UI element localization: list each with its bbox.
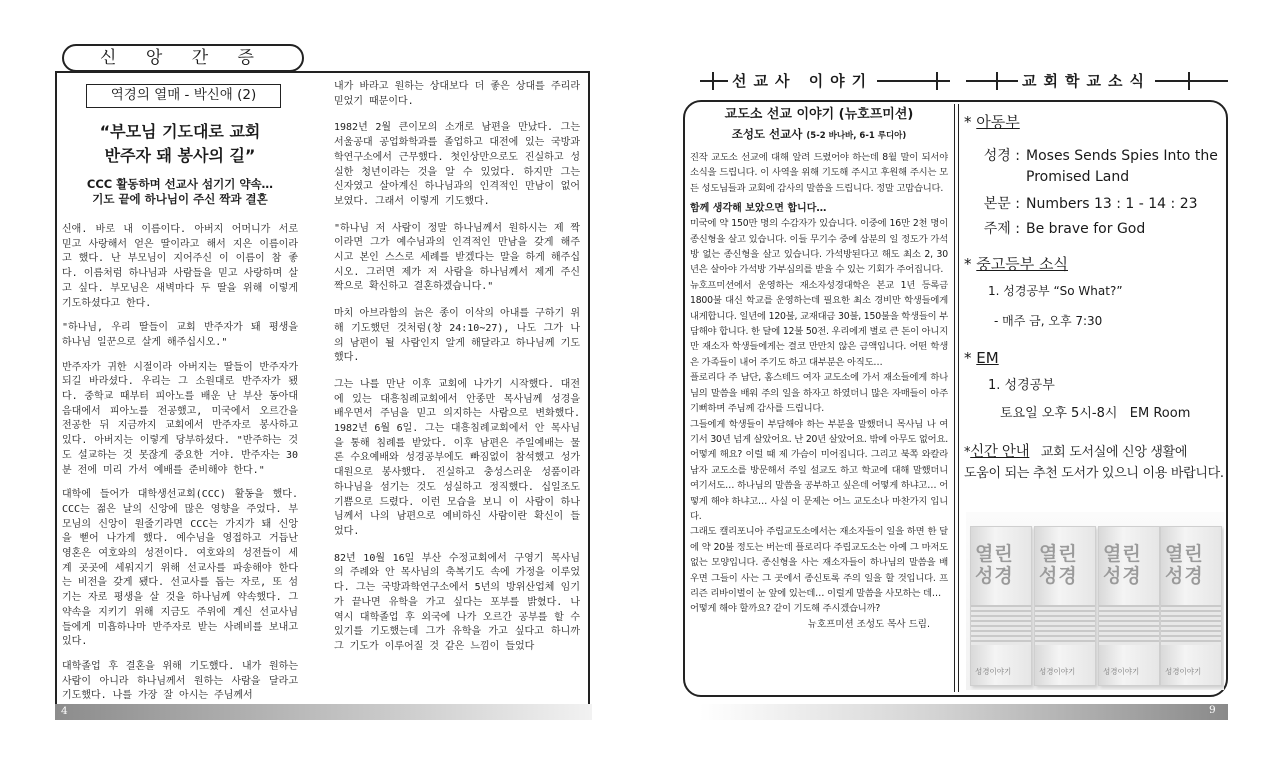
- youth-heading: * 중고등부 소식: [964, 255, 1068, 273]
- paragraph: 내가 바라고 원하는 상대보다 더 좋은 상대를 주리라 믿었기 때문이다.: [334, 81, 580, 107]
- paragraph: 뉴호프미션에서 운영하는 재소자성경대학은 본교 1년 등록금 1800불 대신 학교를 운영하는데 필요한 최소 경비만 학생들에게 내게합니다. 일년에 120불, 교재대금 30불, 150불을 학생들이 부담해야 합니다. 한 달에 12불 50전. 우리에게 별로 큰 돈이 아니지만 재소자 학생들에게는 결코 만만치 않은 금액입니다. 어떤 학생은 가족들이 내어 주기도 하고 대부분은 아직도…: [690, 279, 948, 368]
- text-row: [964, 194, 1226, 215]
- book-title: 열린 성경: [1103, 543, 1142, 587]
- kids-heading-label: 아동부: [976, 113, 1020, 131]
- book-title: 열린 성경: [1039, 543, 1078, 587]
- theme-label: 주제 :: [983, 221, 1020, 237]
- column-divider: [954, 104, 959, 692]
- book-illustration: [971, 605, 1031, 645]
- book-title: 열린 성경: [975, 543, 1014, 587]
- book-illustration: [1161, 605, 1221, 645]
- book-covers-image: [966, 512, 1224, 690]
- subheadline-line-1: CCC 활동하며 선교사 섬기기 약속…: [86, 177, 274, 191]
- testimony-column-1: [62, 80, 298, 708]
- book-cover: [1034, 526, 1096, 686]
- mission-signature: 뉴호프미션 조성도 목사 드림.: [807, 618, 930, 630]
- section-title-school: 교회학교소식: [1018, 70, 1155, 91]
- theme-row: [964, 219, 1226, 240]
- text-label: 본문 :: [983, 196, 1020, 212]
- youth-heading-label: 중고등부 소식: [976, 255, 1068, 273]
- header-tick: [1188, 72, 1190, 90]
- section-title-mission: 선교사 이야기: [728, 70, 877, 91]
- text-value: Numbers 13 : 1 - 14 : 23: [1026, 196, 1198, 212]
- series-title: 역경의 열매 - 박신애 (2): [86, 84, 281, 108]
- headline: [62, 120, 298, 168]
- new-books-line-2: 도움이 되는 추천 도서가 있으니 이용 바랍니다.: [964, 466, 1224, 481]
- new-books-heading: 신간 안내: [970, 444, 1030, 460]
- footer-bar-left: [55, 704, 592, 720]
- section-header-school: [966, 66, 1228, 96]
- new-books-line-1: 교회 도서실에 신앙 생활에: [1040, 445, 1188, 460]
- paragraph: 플로리다 주 남단, 홈스테드 여자 교도소에 가서 재소들에게 하나님의 말씀을 배워 주의 일을 하자고 하였더니 많은 자매들이 아주 기뻐하며 주님께 감사를 드립니다.: [690, 372, 948, 415]
- kids-heading: * 아동부: [964, 113, 1020, 131]
- book-footer: 성경이야기: [1165, 667, 1202, 676]
- subheadline-line-2: 기도 끝에 하나님이 주신 짝과 결혼: [92, 192, 268, 206]
- paragraph: 마치 아브라함의 늙은 종이 이삭의 아내를 구하기 위해 기도했던 것처럼(창 24:10∼27), 나도 그가 나의 남편이 될 사람인지 알게 해달라고 하나님께 기도했다.: [334, 308, 580, 364]
- mission-story: [690, 106, 948, 692]
- book-title: 열린 성경: [1165, 543, 1204, 587]
- paragraph: 그는 나를 만난 이후 교회에 나가기 시작했다. 대전에 있는 대흥침례교회에서 안종만 목사님께 성경을 배우면서 주님을 믿고 의지하는 사람으로 변화했다. 1982년 6월 6일. 그는 대흥침례교회에서 안 목사님을 통해 침례를 받았다. 이후 남편은 주일예배는 물론 수요예배와 성경공부에도 빠짐없이 참석했고 성가대원으로 봉사했다. 진실하고 충성스러운 성품이라 하나님을 섬기는 것도 성실하고 정직했다. 십일조도 기쁨으로 드렸다. 이런 모습을 보니 이 사람이 하나님께서 나의 남편으로 예비하신 사람이란 확신이 들었다.: [334, 378, 580, 537]
- book-illustration: [1099, 605, 1159, 645]
- theme-value: Be brave for God: [1026, 221, 1146, 237]
- header-tick: [712, 72, 714, 90]
- page-number-right: 9: [1209, 704, 1216, 716]
- section-tab-testimony: 신 앙 간 증: [62, 44, 304, 72]
- mission-author-name: 조성도 선교사: [731, 127, 803, 141]
- section-header-mission: [700, 66, 950, 96]
- youth-time: - 매주 금, 오후 7:30: [994, 314, 1103, 328]
- paragraph: 1982년 2월 큰이모의 소개로 남편을 만났다. 그는 서울공대 공업화학과를 졸업하고 대전에 있는 국방과학연구소에서 근무했다. 첫인상만으로도 진실하고 성실한 청년이라는 것을 알 수 있었다. 하지만 그는 신자였고 살아계신 하나님과의 인격적인 만남이 없어 보였다. 그래서 이렇게 기도했다.: [334, 122, 580, 207]
- em-heading-label: EM: [976, 349, 999, 367]
- paragraph: 대학에 들어가 대학생선교회(CCC) 활동을 했다. CCC는 젊은 날의 신앙에 많은 영향을 주었다. 부모님의 신앙이 원줄기라면 CCC는 가지가 돼 신앙을 뻗어 나가게 했다. 예수님을 영접하고 거듭난 영혼은 여호와의 성전이다. 여호와의 성전들이 세계 곳곳에 세워지기 위해 선교사를 파송해야 한다는 비전을 갖게 됐다. 선교사를 돕는 자로, 또 섬기는 자로 평생을 살 것을 하나님께 약속했다. 그 약속을 지키기 위해 지금도 주위에 계신 선교사님들에게 미흡하나마 반주자로 받는 사례비를 보내고 있다.: [62, 489, 298, 648]
- subheadline: [62, 177, 298, 207]
- header-tick: [996, 72, 998, 90]
- paragraph: 반주자가 귀한 시절이라 아버지는 딸들이 반주자가 되길 바라셨다. 우리는 그 소원대로 반주자가 됐다. 중학교 때부터 피아노를 배운 난 부산 동아대 음대에서 피아노를 전공했고, 미국에서 오르간을 전공한 뒤 지금까지 교회에서 반주자로 봉사하고 있다. 아버지는 이렇게 당부하셨다. "반주하는 것도 설교하는 것 못잖게 중요한 거야. 반주자는 30분 전에 미리 가서 예배를 준비해야 한다.": [62, 361, 298, 476]
- book-cover: [1098, 526, 1160, 686]
- page-number-left: 4: [61, 705, 68, 717]
- em-item: 1. 성경공부: [988, 378, 1055, 393]
- sermon-value: Moses Sends Spies Into the Promised Land: [1026, 148, 1218, 185]
- paragraph: "하나님 저 사람이 정말 하나님께서 원하시는 제 짝이라면 그가 예수님과의 인격적인 만남을 갖게 해주시고 본인 스스로 세례를 받겠다는 말을 하게 해주십시오. 그러면 제가 저 사람을 하나님께서 제게 주신 짝으로 확신하고 결혼하겠습니다.": [334, 222, 580, 293]
- paragraph: 미국에 약 150만 명의 수감자가 있습니다. 이중에 16만 2천 명이 종신형을 살고 있습니다. 이들 무기수 중에 삼분의 일 정도가 가석방 없는 종신형을 살고 있습니다. 가석방된다고 해도 최소 2, 30년은 살아야 가석방 가부심의를 받을 수 있는 기회가 주어집니다.: [690, 218, 948, 276]
- paragraph: 진작 교도소 선교에 대해 알려 드렸어야 하는데 8월 말이 되서야 소식을 드립니다. 이 사역을 위해 기도해 주시고 후원해 주시는 모든 성도님들과 교회에 감사의 말씀을 드립니다. 정말 고맙습니다.: [690, 152, 948, 194]
- mission-author-note: (5-2 바나바, 6-1 루디아): [806, 131, 907, 141]
- paragraph: 어떻게 해야 할까요? 같이 기도해 주시겠습니까?: [690, 603, 881, 615]
- testimony-column-2: [334, 80, 580, 708]
- headline-line-1: “부모님 기도대로 교회: [99, 122, 261, 141]
- youth-item: 1. 성경공부 “So What?”: [988, 284, 1123, 298]
- new-books-notice: *신간 안내 교회 도서실에 신앙 생활에: [964, 444, 1188, 460]
- footer-bar-right: [700, 704, 1228, 720]
- paragraph: "하나님, 우리 딸들이 교회 반주자가 돼 평생을 하나님 일꾼으로 살게 해주십시오.": [62, 322, 298, 348]
- header-tick: [936, 72, 938, 90]
- paragraph: 82년 10월 16일 부산 수정교회에서 구영기 목사님의 주례와 안 목사님의 축복기도 속에 가정을 이루었다. 그는 국방과학연구소에서 5년의 방위산업체 임기가 끝나면 유학을 가고 싶다는 포부를 밝혔다. 나 역시 대학졸업 후 외국에 나가 오르간 공부를 할 수 있기를 기도했는데 그가 유학을 가고 싶다고 하니까 그 기도가 이루어질 것 같은 느낌이 들었다: [334, 552, 580, 652]
- paragraph: 대학졸업 후 결혼을 위해 기도했다. 내가 원하는 사람이 아니라 하나님께서 원하는 사람을 달라고 기도했다. 나를 가장 잘 아시는 주님께서: [62, 660, 298, 702]
- em-heading: * EM: [964, 349, 999, 367]
- mission-subheading: 함께 생각해 보았으면 합니다…: [690, 203, 827, 215]
- paragraph: 신애. 바로 내 이름이다. 아버지 어머니가 서로 믿고 사랑해서 얻은 딸이라고 해서 지은 이름이라고 했다. 난 부모님이 지어주신 이 이름이 참 좋다. 이름처럼 하나님과 사람들을 믿고 사랑하며 살고 싶다. 부모님은 새벽마다 두 딸을 위해 이렇게 기도하셨다고 한다.: [62, 224, 298, 309]
- book-footer: 성경이야기: [1103, 667, 1140, 676]
- sermon-label: 성경 :: [983, 148, 1020, 164]
- book-cover: [970, 526, 1032, 686]
- mission-author: [690, 126, 948, 144]
- paragraph: 그래도 캘리포니아 주립교도소에서는 재소자들이 일을 하면 한 달에 약 20불 정도는 버는데 플로리다 주립교도소는 아예 그 마저도 없는 모양입니다. 종신형을 사는 재소자들이 하나님의 말씀을 배우면 그들이 사는 그 곳에서 종신토록 주의 일을 할 것입니다. 프리즌 리바이벌이 눈 앞에 있는데… 이럴게 말씀을 사모하는 데…: [690, 526, 948, 599]
- book-illustration: [1035, 605, 1095, 645]
- em-time: 토요일 오후 5시-8시 EM Room: [1000, 406, 1191, 421]
- paragraph: 그들에게 학생들이 부담해야 하는 부분을 말했더니 목사님 나 여기서 30년 넘게 살았어요. 난 20년 살았어요. 밖에 아무도 없어요. 어떻게 해요? 이럴 때 제 가슴이 미어집니다. 그리고 북쪽 와칼라 남자 교도소를 방문해서 주일 설교도 하고 학교에 대해 말했더니 여기서도… 하나님의 말씀을 공부하고 싶은데 어떻게 하냐고… 어떻게 해야 하냐고… 사실 이 문제는 어느 교도소나 마찬가지 입니다.: [690, 418, 948, 522]
- sermon-row: [964, 146, 1226, 188]
- mission-title: 교도소 선교 이야기 (뉴호프미션): [724, 107, 914, 122]
- book-footer: 성경이야기: [975, 667, 1012, 676]
- headline-line-2: 반주자 돼 봉사의 길”: [104, 146, 256, 165]
- book-cover: [1160, 526, 1222, 686]
- book-footer: 성경이야기: [1039, 667, 1076, 676]
